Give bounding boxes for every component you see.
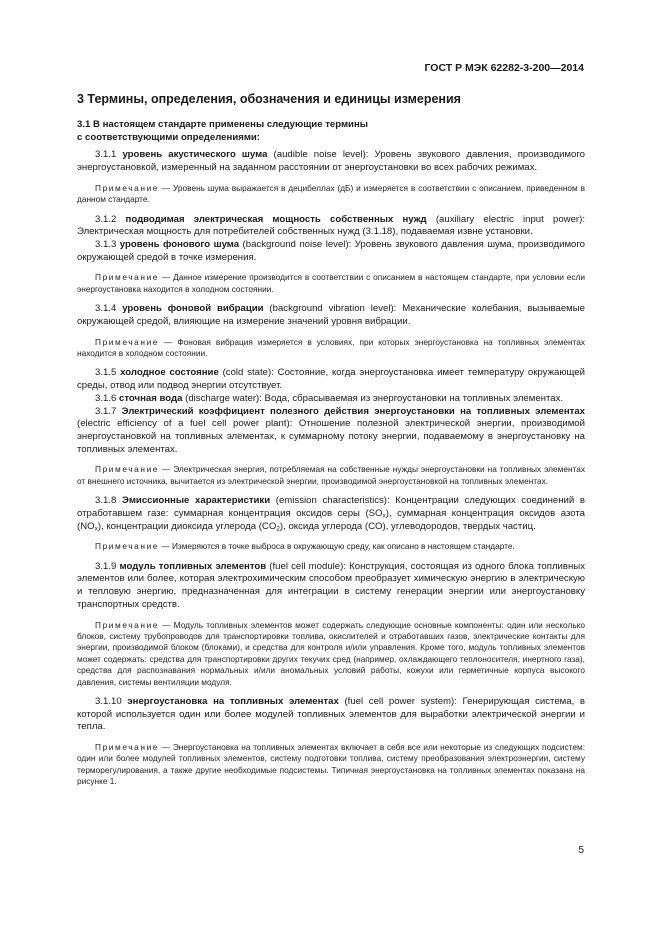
term-3-1-3: 3.1.3 уровень фонового шума (background noise level): Уровень звукового давления шума, производимого окружающей средой в точке измерения. (77, 239, 586, 263)
note: Примечание — Фоновая вибрация измеряется в условиях, при которых энергоустановка на топливных элементах находится в холодном состоянии. (77, 336, 585, 359)
intro-line: с соответствующими определениями: (77, 132, 261, 144)
term-name: уровень фоновой вибрации (122, 303, 264, 315)
term-name: сточная вода (119, 392, 183, 404)
page-content (77, 92, 585, 796)
term-3-1-7: 3.1.7 Электрический коэффициент полезного действия энергоустановки на топливных элементах (electric efficiency of a fuel cell power plant): Отношение полезной электрической энергии, производимой энергоустановкой на топливных элементах, к суммарному потоку энергии, подаваемому в энергоустановку на топливных элементах. (77, 405, 586, 455)
term-3-1-1: 3.1.1 уровень акустического шума (audible noise level): Уровень звукового давления, производимого энергоустановкой, измеренный на заданном расстоянии от энергоустановки во всех рабочих режимах. (77, 149, 585, 174)
term-3-1-10: 3.1.10 энергоустановка на топливных элементах (fuel cell power system): Генерирующая система, в которой используется один или более модулей топливных элементов для выработки электрической энергии и тепла. (77, 695, 586, 733)
term-3-1-6: 3.1.6 сточная вода (discharge water): Вода, сбрасываемая из энергоустановки на топливных элементах. (95, 392, 564, 404)
section-title: 3 Термины, определения, обозначения и единицы измерения (77, 92, 461, 106)
page-number: 5 (578, 845, 584, 856)
section-intro (77, 118, 585, 144)
term-name: Электрический коэффициент полезного действия энергоустановки на топливных элементах (121, 405, 586, 417)
term-3-1-4: 3.1.4 уровень фоновой вибрации (background vibration level): Механические колебания, вызываемые окружающей средой, влияющие на измерение значений уровня вибрации. (77, 303, 585, 327)
term-name: модуль топливных элементов (119, 560, 267, 572)
term-3-1-5: 3.1.5 холодное состояние (cold state): Состояние, когда энергоустановка имеет температуру окружающей среды, отвод или подвод энергии отсутствует. (77, 367, 585, 392)
note: Примечание — Электрическая энергия, потребляемая на собственные нужды энергоустановки на топливных элементах от внешнего источника, вычитается из электрической энергии, производимой энергоустановкой на топливных элементах. (77, 464, 585, 486)
term-3-1-9: 3.1.9 модуль топливных элементов (fuel cell module): Конструкция, состоящая из одного блока топливных элементов или более, которая электрохимическим способом преобразует химическую энергию в электрическую и тепловую энергию, предназначенная для интеграции в систему генерации энергии или энергоустановку транспортных средств. (77, 560, 585, 610)
note: Примечание — Измеряются в точке выброса в окружающую среду, как описано в настоящем стандарте. (95, 541, 515, 552)
term-name: холодное состояние (120, 367, 219, 379)
term-name: подводимая электрическая мощность собственных нужд (125, 213, 427, 225)
term-3-1-2: 3.1.2 подводимая электрическая мощность собственных нужд (auxiliary electric input power): Электрическая мощность для потребителей собственных нужд (3.1.18), подаваемая извне установки. (77, 213, 585, 238)
term-name: уровень фонового шума (119, 239, 240, 251)
note: Примечание — Уровень шума выражается в децибеллах (дБ) и измеряется в соответствии с описанием, приведенном в данном стандарте. (77, 182, 585, 205)
term-name: Эмиссионные характеристики (122, 495, 271, 507)
note: Примечание — Данное измерение производится в соответствии с описанием в настоящем стандарте, при условии если энергоустановка находится в холодном состоянии. (77, 272, 585, 294)
note: Примечание — Модуль топливных элементов может содержать следующие основные компоненты: один или несколько блоков, систему трубопроводов для транспортировки топлива, окислителей и отработавших газов, электрические контакты для энергии, производимой блоком (блоками), и средства для контроля и/или управления. Кроме того, модуль топливных элементов может содержать: средства для транспортировки других текучих сред (например, охлаждающего теплоносителя, инертного газа), средства для распознавания нормальных и/или аномальных условий работы, кожухи или герметичные корпуса высокого давления, системы вентиляции модуля. (77, 619, 585, 687)
term-name: уровень акустического шума (122, 149, 268, 161)
term-3-1-8: 3.1.8 Эмиссионные характеристики (emission characteristics): Концентрации следующих соединений в отработавшем газе: суммарная концентрация оксидов серы $(SO_x)$, суммарная концентрация оксидов азота $(NO_x)$, концентрации диоксида углерода $(CO_2)$, оксида углерода (CO), углеводородов, твердых частиц. (77, 495, 586, 533)
note: Примечание — Энергоустановка на топливных элементах включает в себя все или некоторые из следующих подсистем: один или более модулей топливных элементов, систему подготовки топлива, систему преобразования электроэнергии, систему терморегулирования, а также другие необходимые подсистемы. Типичная энергоустановка на топливных элементах показана на рисунке 1. (77, 742, 585, 787)
intro-line: 3.1 В настоящем стандарте применены следующие термины (77, 119, 368, 130)
standard-header: ГОСТ Р МЭК 62282-3-200—2014 (424, 62, 584, 74)
term-name: энергоустановка на топливных элементах (127, 695, 339, 707)
